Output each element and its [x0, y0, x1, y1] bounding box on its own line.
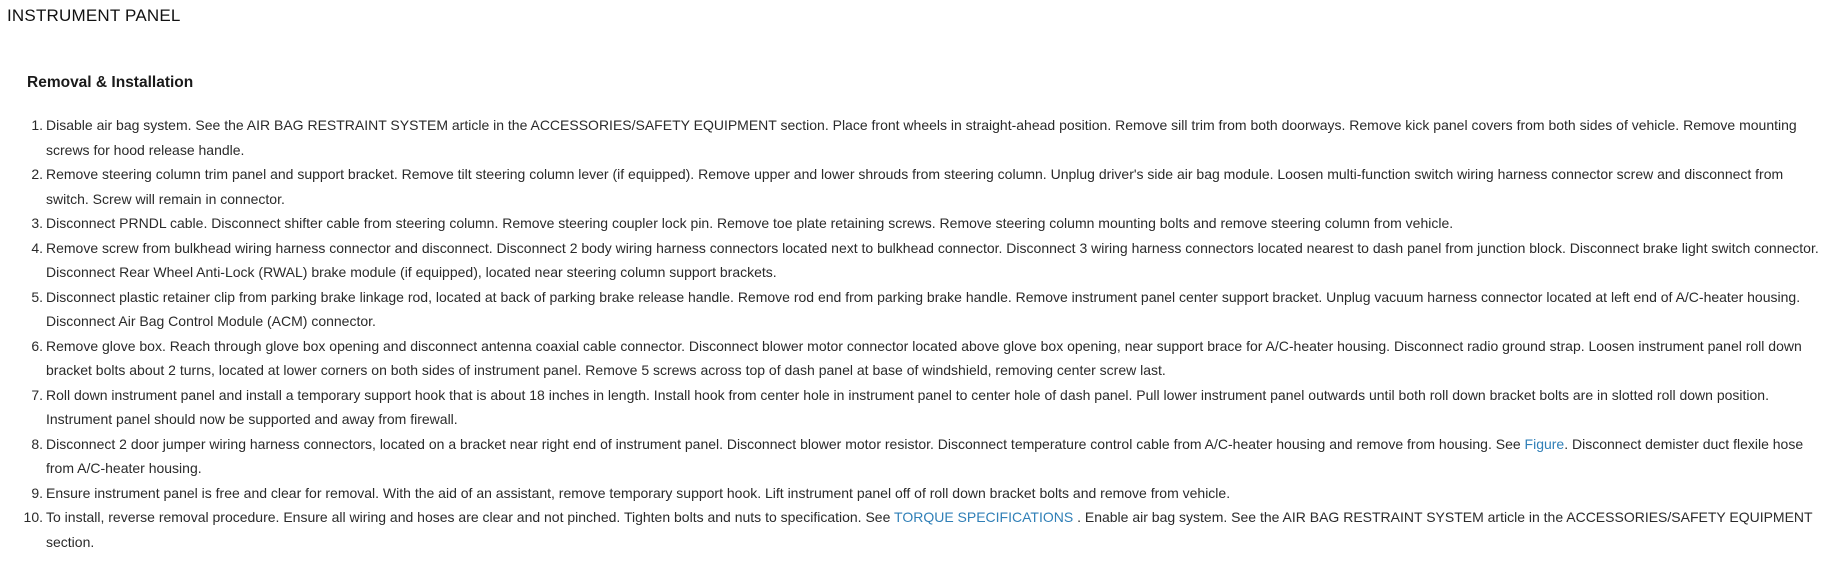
- list-item: [0, 481, 1820, 506]
- step-number: 5.: [31, 288, 43, 305]
- step-number: 10.: [23, 509, 43, 525]
- list-item: [0, 162, 1820, 211]
- step-number: 2.: [31, 166, 43, 182]
- list-item: [0, 211, 1820, 236]
- list-item: [0, 285, 1820, 334]
- section-heading: Removal & Installation: [27, 74, 194, 91]
- procedure-steps-list: [0, 113, 1820, 554]
- step-text: Roll down instrument panel and install a temporary support hook that is about 18 inches in length. Install hook from center hole in instrument panel to center hole of dash panel. Pull lower instrument panel outwards until both roll down bracket bolts are in slotted roll down position. Instrument panel should now be supported and away from firewall.: [46, 386, 1769, 427]
- step-text: Remove glove box. Reach through glove box opening and disconnect antenna coaxial cable connector. Disconnect blower motor connector located above glove box opening, near support brace for A/C-heater housing. Disconnect radio ground strap. Loosen instrument panel roll down bracket bolts about 2 turns, located at lower corners on both sides of instrument panel. Remove 5 screws across top of dash panel at base of windshield, removing center screw last.: [46, 337, 1802, 378]
- step-number: 7.: [31, 386, 43, 403]
- step-text: Disable air bag system. See the AIR BAG RESTRAINT SYSTEM article in the ACCESSORIES/SAFETY EQUIPMENT section. Place front wheels in straight-ahead position. Remove sill trim from both doorways. Remove kick panel covers from both sides of vehicle. Remove mounting screws for hood release handle.: [46, 117, 1797, 158]
- step-text: To install, reverse removal procedure. Ensure all wiring and hoses are clear and not pinched. Tighten bolts and nuts to specification. See: [46, 509, 895, 525]
- step-text: Remove screw from bulkhead wiring harness connector and disconnect. Disconnect 2 body wiring harness connectors located next to bulkhead connector. Disconnect 3 wiring harness connectors located nearest to dash panel from junction block. Disconnect brake light switch connector. Disconnect Rear Wheel Anti-Lock (RWAL) brake module (if equipped), located near steering column support brackets.: [46, 239, 1819, 280]
- figure-link[interactable]: Figure: [1524, 435, 1565, 452]
- step-text: Ensure instrument panel is free and clear for removal. With the aid of an assistant, remove temporary support hook. Lift instrument panel off of roll down bracket bolts and remove from vehicle.: [46, 484, 1231, 501]
- step-text: Disconnect PRNDL cable. Disconnect shifter cable from steering column. Remove steering coupler lock pin. Remove toe plate retaining screws. Remove steering column mounting bolts and remove steering column from vehicle.: [46, 215, 1454, 231]
- step-text: Disconnect 2 door jumper wiring harness connectors, located on a bracket near right end of instrument panel. Disconnect blower motor resistor. Disconnect temperature control cable from A/C-heater housing and remove from housing. See: [46, 435, 1525, 452]
- step-text: . Enable air bag system. See the AIR BAG RESTRAINT SYSTEM article in the ACCESSORIES/SAFETY EQUIPMENT section.: [46, 509, 1813, 550]
- step-number: 6.: [31, 337, 43, 354]
- step-text: . Disconnect demister duct flexile hose from A/C-heater housing.: [46, 435, 1804, 476]
- list-item: [0, 383, 1820, 432]
- list-item: [0, 236, 1820, 285]
- torque-specifications-link[interactable]: TORQUE SPECIFICATIONS: [894, 509, 1074, 525]
- step-number: 8.: [31, 435, 43, 452]
- step-number: 9.: [31, 484, 43, 501]
- list-item: [0, 334, 1820, 383]
- step-number: 4.: [31, 239, 43, 256]
- step-text: Remove steering column trim panel and support bracket. Remove tilt steering column lever (if equipped). Remove upper and lower shrouds from steering column. Unplug driver's side air bag module. Loosen multi-function switch wiring harness connector screw and disconnect from switch. Screw will remain in connector.: [46, 166, 1784, 207]
- page-title: INSTRUMENT PANEL: [7, 6, 181, 25]
- list-item: [0, 505, 1820, 554]
- step-text: Disconnect plastic retainer clip from parking brake linkage rod, located at back of parking brake release handle. Remove rod end from parking brake handle. Remove instrument panel center support bracket. Unplug vacuum harness connector located at left end of A/C-heater housing. Disconnect Air Bag Control Module (ACM) connector.: [46, 288, 1801, 329]
- list-item: [0, 432, 1820, 481]
- step-number: 1.: [31, 117, 43, 133]
- step-number: 3.: [31, 215, 43, 231]
- list-item: [0, 113, 1820, 162]
